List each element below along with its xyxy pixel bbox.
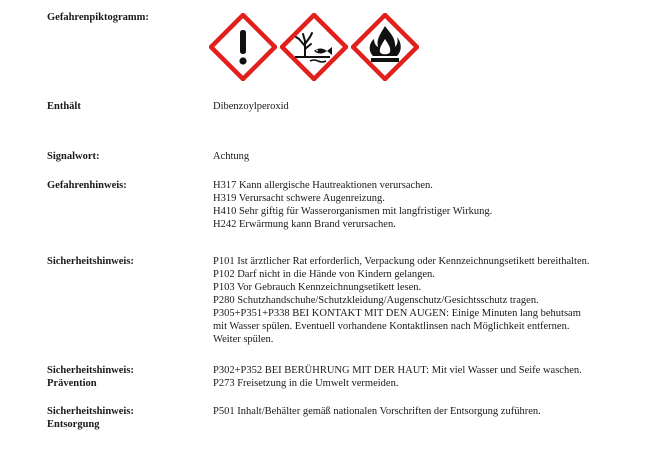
- disposal-statements: [213, 405, 541, 418]
- safety-statement: mit Wasser spülen. Eventuell vorhandene Kontaktlinsen nach Möglichkeit entfernen.: [213, 321, 570, 332]
- signal-word-value: Achtung: [213, 151, 250, 162]
- safety-statement: Weiter spülen.: [213, 334, 274, 345]
- disposal-statement: P501 Inhalt/Behälter gemäß nationalen Vorschriften der Entsorgung zuführen.: [213, 406, 541, 417]
- flame-icon: [351, 13, 419, 81]
- signal-word-label: Signalwort:: [47, 151, 100, 162]
- pictogram-label: Gefahrenpiktogramm:: [47, 12, 149, 23]
- prevention-label-line2: Prävention: [47, 378, 97, 389]
- disposal-label-line1: Sicherheitshinweis:: [47, 406, 134, 417]
- hazard-statement: H242 Erwärmung kann Brand verursachen.: [213, 219, 396, 230]
- safety-statement: P103 Vor Gebrauch Kennzeichnungsetikett lesen.: [213, 282, 422, 293]
- hazard-pictograms: [209, 13, 419, 85]
- safety-statement: P102 Darf nicht in die Hände von Kindern gelangen.: [213, 269, 435, 280]
- environment-hazard-icon: [280, 13, 348, 81]
- hazard-statement: H319 Verursacht schwere Augenreizung.: [213, 193, 385, 204]
- prevention-label: [47, 364, 134, 390]
- safety-statement: P305+P351+P338 BEI KONTAKT MIT DEN AUGEN: Einige Minuten lang behutsam: [213, 308, 581, 319]
- prevention-statement: P302+P352 BEI BERÜHRUNG MIT DER HAUT: Mit viel Wasser und Seife waschen.: [213, 365, 582, 376]
- prevention-label-line1: Sicherheitshinweis:: [47, 365, 134, 376]
- safety-statements: [213, 255, 590, 346]
- safety-statement: P280 Schutzhandschuhe/Schutzkleidung/Augenschutz/Gesichtsschutz tragen.: [213, 295, 539, 306]
- prevention-statement: P273 Freisetzung in die Umwelt vermeiden.: [213, 378, 399, 389]
- contains-value: Dibenzoylperoxid: [213, 101, 289, 112]
- disposal-label-line2: Entsorgung: [47, 419, 100, 430]
- exclamation-mark-icon: [209, 13, 277, 81]
- hazard-statement: H317 Kann allergische Hautreaktionen verursachen.: [213, 180, 433, 191]
- disposal-label: [47, 405, 134, 431]
- safety-statement: P101 Ist ärztlicher Rat erforderlich, Verpackung oder Kennzeichnungsetikett bereithalten.: [213, 256, 590, 267]
- prevention-statements: [213, 364, 582, 390]
- contains-label: Enthält: [47, 101, 81, 112]
- hazard-statement: H410 Sehr giftig für Wasserorganismen mit langfristiger Wirkung.: [213, 206, 493, 217]
- hazard-statements: [213, 179, 492, 231]
- safety-statements-label: Sicherheitshinweis:: [47, 256, 134, 267]
- hazard-statements-label: Gefahrenhinweis:: [47, 180, 127, 191]
